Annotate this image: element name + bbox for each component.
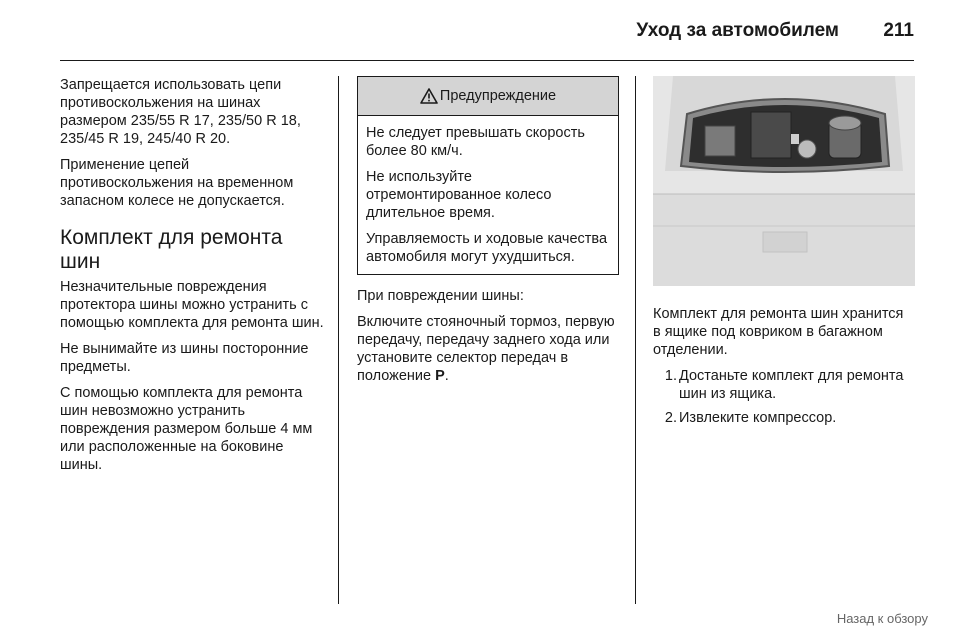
paragraph: Комплект для ремонта шин хранится в ящике под ковриком в багажном отделении. (653, 306, 904, 358)
warning-text: Не используйте отремонтированное колесо длительное время. (366, 169, 552, 221)
column-3 (653, 76, 915, 433)
warning-text: Не следует превышать скорость более 80 км/ч. (366, 125, 585, 159)
trunk-repair-kit-photo (653, 76, 915, 286)
warning-text: Управляемость и ходовые качества автомобиля могут ухудшиться. (366, 231, 608, 265)
section-title: Комплект для ремонта шин (60, 226, 283, 273)
page-number: 211 (883, 20, 914, 41)
column-divider-2 (635, 76, 636, 604)
paragraph: Не вынимайте из шины посторонние предметы. (60, 341, 309, 375)
step-number: 2. (664, 410, 677, 426)
column-2 (357, 76, 619, 393)
warning-box (357, 76, 619, 275)
column-1 (60, 76, 326, 482)
header-divider (60, 60, 914, 61)
paragraph: Незначительные повреждения протектора шины можно устранить с помощью комплекта для ремонта шин. (60, 279, 324, 331)
back-to-overview-link[interactable]: Назад к обзору (836, 611, 928, 626)
paragraph: С помощью комплекта для ремонта шин невозможно устранить повреждения размером больше 4 мм или расположенные на боковине шины. (60, 385, 313, 473)
paragraph: Применение цепей противоскольжения на временном запасном колесе не допускается. (60, 157, 294, 209)
step-number: 1. (664, 368, 677, 384)
gear-position-label: P (435, 368, 445, 384)
list-item (653, 367, 915, 403)
paragraph: Включите стояночный тормоз, первую передачу, передачу заднего хода или установите селектор передач в положение P. (357, 314, 615, 384)
header-title: Уход за автомобилем (636, 20, 839, 41)
warning-triangle-icon (420, 88, 438, 104)
list-item (653, 409, 915, 427)
warning-title: Предупреждение (439, 88, 557, 104)
step-text: Достаньте комплект для ремонта шин из ящика. (679, 368, 904, 402)
paragraph: Запрещается использовать цепи противоскольжения на шинах размером 235/55 R 17, 235/50 R 18, 235/45 R 19, 245/40 R 20. (60, 77, 301, 147)
paragraph: При повреждении шины: (357, 288, 524, 304)
warning-header (358, 77, 618, 116)
step-text: Извлеките компрессор. (679, 410, 837, 426)
column-divider-1 (338, 76, 339, 604)
